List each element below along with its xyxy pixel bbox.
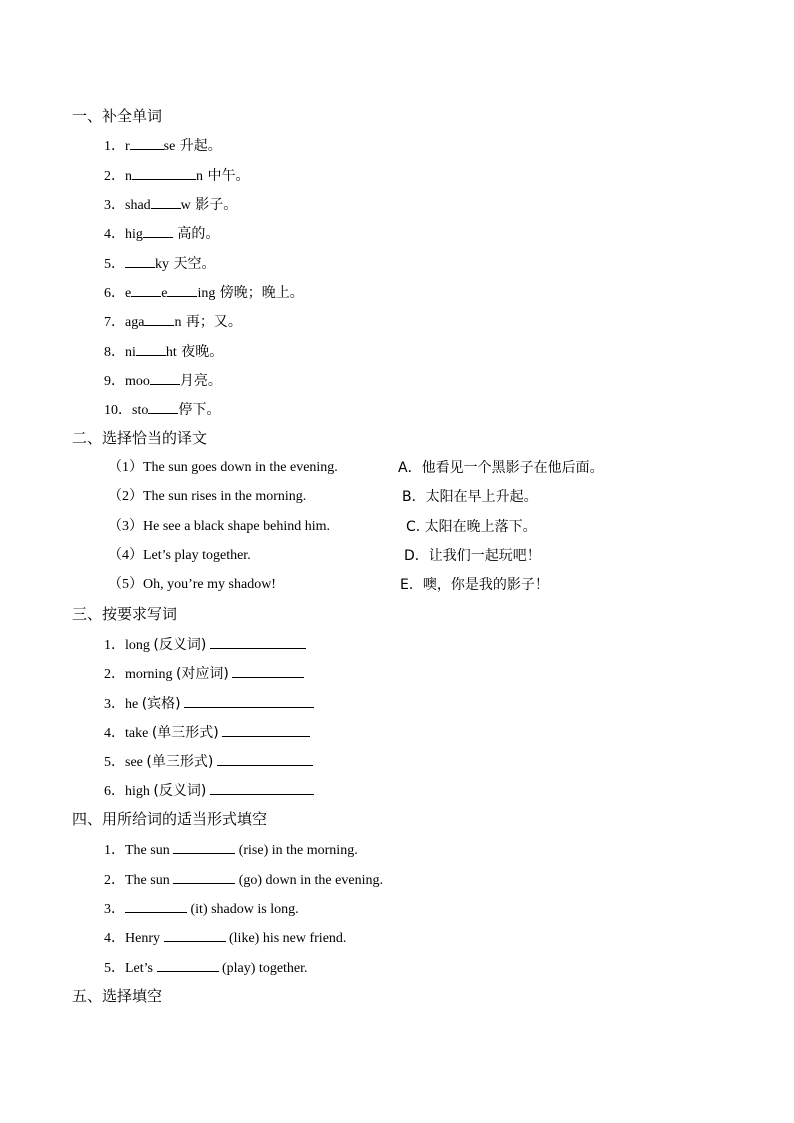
list-item: [104, 341, 223, 363]
chinese-translation: [398, 458, 604, 479]
word-part: se: [163, 139, 176, 154]
item-number: 1．: [104, 139, 125, 154]
list-item: [104, 663, 304, 685]
section-title-4: 四、用所给词的适当形式填空: [72, 810, 268, 828]
blank-line[interactable]: [151, 194, 181, 209]
english-sentence: （1）The sun goes down in the evening.: [108, 460, 338, 475]
chinese-meaning: 夜晚。: [176, 344, 224, 360]
blank-line[interactable]: [150, 370, 180, 385]
list-item: [104, 370, 222, 392]
requirement-hint: (反义词): [153, 637, 207, 653]
blank-line[interactable]: [173, 869, 235, 884]
blank-line[interactable]: [210, 634, 306, 649]
blank-line[interactable]: [184, 693, 314, 708]
chinese-translation: [402, 487, 538, 508]
blank-line[interactable]: [136, 341, 166, 356]
word-part: r: [125, 139, 130, 154]
list-item: [104, 898, 299, 920]
section-title-2: 二、选择恰当的译文: [72, 429, 208, 447]
word-part: ky: [155, 257, 169, 272]
word-part: ht: [165, 345, 177, 360]
word-part: w: [180, 198, 191, 213]
blank-line[interactable]: [164, 927, 226, 942]
chinese-meaning: 高的。: [172, 226, 220, 242]
item-number: 4．: [104, 227, 125, 242]
word-part: moo: [125, 374, 150, 389]
item-number: 3．: [104, 697, 125, 712]
given-word: morning: [125, 667, 176, 682]
word-part: n: [174, 315, 182, 330]
sentence-part: (play) together.: [218, 961, 308, 976]
item-number: 9．: [104, 374, 125, 389]
chinese-translation: [406, 517, 537, 538]
blank-line[interactable]: [232, 663, 304, 678]
chinese-meaning: 再；又。: [181, 314, 242, 330]
item-number: 10．: [104, 403, 132, 418]
list-item: [104, 634, 306, 656]
list-item: [104, 399, 220, 421]
chinese-meaning: 停下。: [178, 402, 221, 418]
word-part: n: [125, 169, 132, 184]
given-word: he: [125, 697, 142, 712]
given-word: long: [125, 638, 154, 653]
translation-text: B．太阳在早上升起。: [402, 489, 538, 505]
item-number: 2．: [104, 169, 125, 184]
list-item: [104, 693, 314, 715]
item-number: 5．: [104, 257, 125, 272]
blank-line[interactable]: [130, 135, 164, 150]
given-word: see: [125, 755, 147, 770]
blank-line[interactable]: [144, 311, 174, 326]
sentence-part: (it) shadow is long.: [187, 902, 299, 917]
word-part: n: [196, 169, 203, 184]
chinese-translation: [400, 575, 549, 596]
word-part: sto: [132, 403, 149, 418]
list-item: [104, 165, 249, 187]
chinese-meaning: 傍晚；晚上。: [215, 285, 304, 301]
item-number: 8．: [104, 345, 125, 360]
list-item: [104, 722, 310, 744]
blank-line[interactable]: [125, 253, 155, 268]
sentence-part: Henry: [125, 931, 164, 946]
given-word: high: [125, 784, 154, 799]
item-number: 7．: [104, 315, 125, 330]
chinese-meaning: 影子。: [190, 197, 238, 213]
chinese-translation: [404, 546, 541, 567]
translation-text: E．噢，你是我的影子！: [400, 577, 549, 593]
blank-line[interactable]: [217, 751, 313, 766]
requirement-hint: (对应词): [175, 666, 229, 682]
list-item: [104, 957, 308, 979]
item-number: 3．: [104, 198, 125, 213]
list-item: [104, 311, 242, 333]
blank-line[interactable]: [125, 898, 187, 913]
requirement-hint: (单三形式): [151, 725, 219, 741]
item-number: 3．: [104, 902, 125, 917]
list-item: [104, 135, 222, 157]
blank-line[interactable]: [167, 282, 197, 297]
list-item: [104, 282, 304, 304]
chinese-meaning: 天空。: [169, 256, 216, 272]
item-number: 5．: [104, 961, 125, 976]
list-item: [104, 194, 237, 216]
translation-text: A．他看见一个黑影子在他后面。: [398, 460, 604, 476]
section-title-3: 三、按要求写词: [72, 605, 178, 623]
blank-line[interactable]: [157, 957, 219, 972]
blank-line[interactable]: [210, 780, 314, 795]
blank-line[interactable]: [131, 282, 161, 297]
english-sentence: （3）He see a black shape behind him.: [108, 519, 330, 534]
word-part: e: [161, 286, 168, 301]
blank-line[interactable]: [148, 399, 178, 414]
requirement-hint: (单三形式): [146, 754, 214, 770]
sentence-part: Let’s: [125, 961, 157, 976]
translation-text: D．让我们一起玩吧！: [404, 548, 541, 564]
chinese-meaning: 中午。: [203, 168, 250, 184]
sentence-part: (rise) in the morning.: [235, 843, 358, 858]
given-word: take: [125, 726, 152, 741]
sentence-part: (like) his new friend.: [225, 931, 347, 946]
word-part: shad: [125, 198, 151, 213]
item-number: 6．: [104, 286, 125, 301]
list-item: [104, 927, 346, 949]
item-number: 2．: [104, 873, 125, 888]
item-number: 4．: [104, 931, 125, 946]
word-part: ni: [125, 345, 136, 360]
list-item: [104, 223, 219, 245]
word-part: aga: [125, 315, 145, 330]
list-item: [104, 253, 215, 275]
translation-text: C. 太阳在晚上落下。: [406, 519, 537, 535]
section-title-5: 五、选择填空: [72, 987, 163, 1005]
item-number: 1．: [104, 638, 125, 653]
list-item: [104, 780, 314, 802]
sentence-part: The sun: [125, 843, 174, 858]
english-sentence: （4）Let’s play together.: [108, 548, 251, 563]
requirement-hint: (宾格): [141, 696, 181, 712]
item-number: 1．: [104, 843, 125, 858]
item-number: 5．: [104, 755, 125, 770]
sentence-part: (go) down in the evening.: [235, 873, 383, 888]
requirement-hint: (反义词): [153, 783, 207, 799]
blank-line[interactable]: [222, 722, 310, 737]
word-part: e: [125, 286, 132, 301]
blank-line[interactable]: [143, 223, 173, 238]
blank-line[interactable]: [173, 839, 235, 854]
list-item: [104, 751, 313, 773]
list-item: [104, 869, 383, 891]
list-item: [104, 839, 358, 861]
english-sentence: （5）Oh, you’re my shadow!: [108, 577, 276, 592]
item-number: 2．: [104, 667, 125, 682]
item-number: 6．: [104, 784, 125, 799]
section-title-1: 一、补全单词: [72, 107, 163, 125]
blank-line[interactable]: [132, 165, 196, 180]
sentence-part: The sun: [125, 873, 174, 888]
english-sentence: （2）The sun rises in the morning.: [108, 489, 307, 504]
chinese-meaning: 月亮。: [179, 373, 222, 389]
word-part: hig: [125, 227, 143, 242]
item-number: 4．: [104, 726, 125, 741]
chinese-meaning: 升起。: [175, 138, 222, 154]
word-part: ing: [197, 286, 216, 301]
